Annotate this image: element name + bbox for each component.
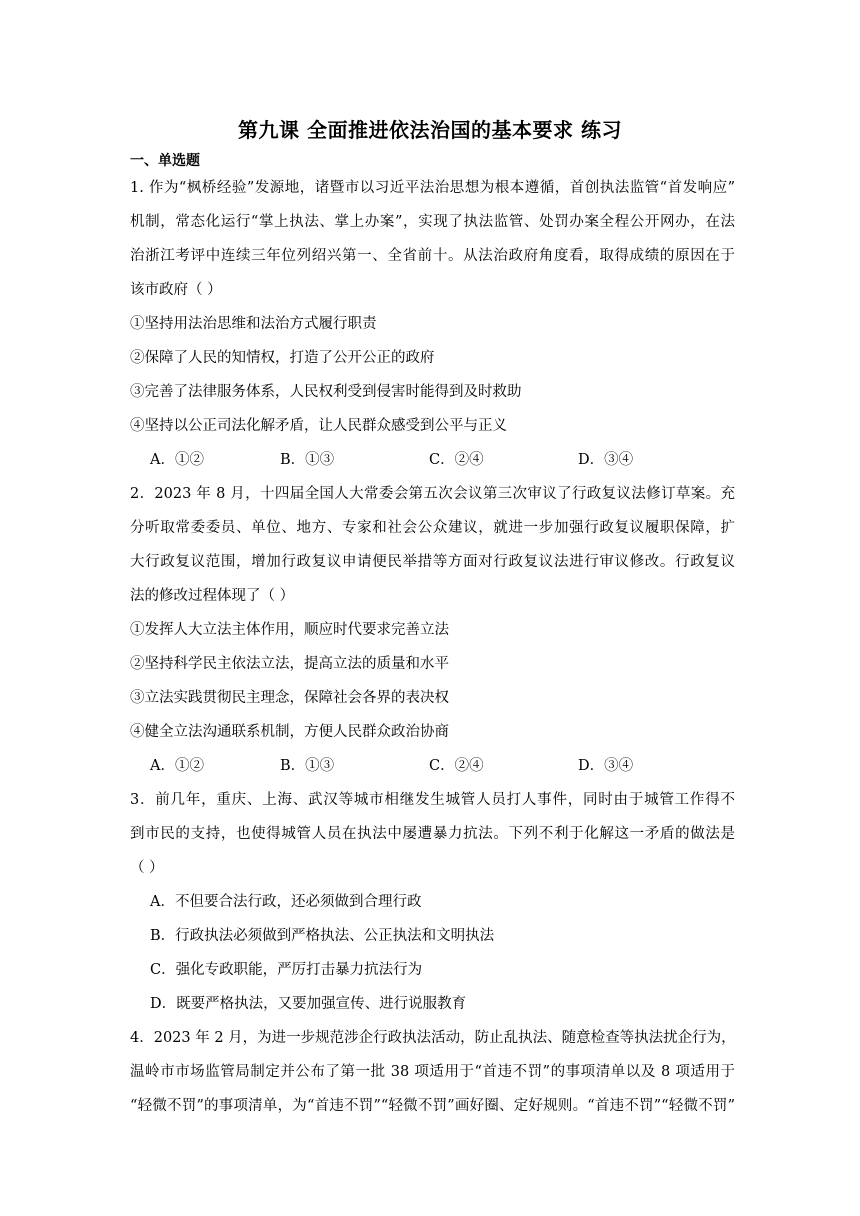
q2-item-3: ③立法实践贯彻民主理念，保障社会各界的表决权 [130,690,449,706]
q3-option-c[interactable]: C．强化专政职能，严厉打击暴力抗法行为 [150,962,423,978]
q1-option-d[interactable]: D．③④ [578,452,634,468]
section-heading: 一、单选题 [130,153,200,169]
q3-option-a[interactable]: A．不但要合法行政，还必须做到合理行政 [150,894,422,910]
q2-line-1: 2．2023 年 8 月，十四届全国人大常委会第五次会议第三次审议了行政复议法修订草案。充 [130,486,735,502]
q3-line-2: 到市民的支持，也使得城管人员在执法中屡遭暴力抗法。下列不利于化解这一矛盾的做法是 [130,826,735,842]
q4-line-3: “轻微不罚”的事项清单，为“首违不罚”“轻微不罚”画好圈、定好规则。“首违不罚”“轻微不罚” [130,1098,735,1114]
q2-option-d[interactable]: D．③④ [578,758,634,774]
q3-option-b[interactable]: B．行政执法必须做到严格执法、公正执法和文明执法 [150,928,495,944]
q1-line-1: 1. 作为“枫桥经验”发源地，诸暨市以习近平法治思想为根本遵循，首创执法监管“首发响应” [130,180,735,196]
q1-line-4: 该市政府（ ） [130,282,222,298]
q3-line-1: 3．前几年，重庆、上海、武汉等城市相继发生城管人员打人事件，同时由于城管工作得不 [130,792,735,808]
q2-item-4: ④健全立法沟通联系机制，方便人民群众政治协商 [130,724,449,740]
q1-item-1: ①坚持用法治思维和法治方式履行职责 [130,316,377,332]
q2-option-c[interactable]: C．②④ [429,758,484,774]
q2-option-b[interactable]: B．①③ [280,758,335,774]
q2-line-3: 大行政复议范围，增加行政复议申请便民举措等方面对行政复议法进行审议修改。行政复议 [130,554,735,570]
q3-option-d[interactable]: D．既要严格执法，又要加强宣传、进行说服教育 [150,996,467,1012]
q1-item-2: ②保障了人民的知情权，打造了公开公正的政府 [130,350,435,366]
q3-line-3: （ ） [130,860,164,876]
q2-item-1: ①发挥人大立法主体作用，顺应时代要求完善立法 [130,622,449,638]
q2-option-a[interactable]: A．①② [150,758,204,774]
q1-item-4: ④坚持以公正司法化解矛盾，让人民群众感受到公平与正义 [130,418,507,434]
q2-line-2: 分听取常委委员、单位、地方、专家和社会公众建议，就进一步加强行政复议履职保障，扩 [130,520,735,536]
q1-line-2: 机制，常态化运行“掌上执法、掌上办案”，实现了执法监管、处罚办案全程公开网办，在法 [130,214,735,230]
q1-line-3: 治浙江考评中连续三年位列绍兴第一、全省前十。从法治政府角度看，取得成绩的原因在于 [130,248,735,264]
q1-option-b[interactable]: B．①③ [280,452,335,468]
q4-line-1: 4．2023 年 2 月，为进一步规范涉企行政执法活动，防止乱执法、随意检查等执法扰企行为， [130,1030,736,1046]
q1-item-3: ③完善了法律服务体系，人民权利受到侵害时能得到及时救助 [130,384,522,400]
q1-option-a[interactable]: A．①② [150,452,204,468]
q4-line-2: 温岭市市场监管局制定并公布了第一批 38 项适用于“首违不罚”的事项清单以及 8 项适用于 [130,1064,735,1080]
page-title: 第九课 全面推进依法治国的基本要求 练习 [238,118,622,142]
q1-option-c[interactable]: C．②④ [429,452,484,468]
q2-item-2: ②坚持科学民主依法立法，提高立法的质量和水平 [130,656,449,672]
q2-line-4: 法的修改过程体现了（ ） [130,588,295,604]
